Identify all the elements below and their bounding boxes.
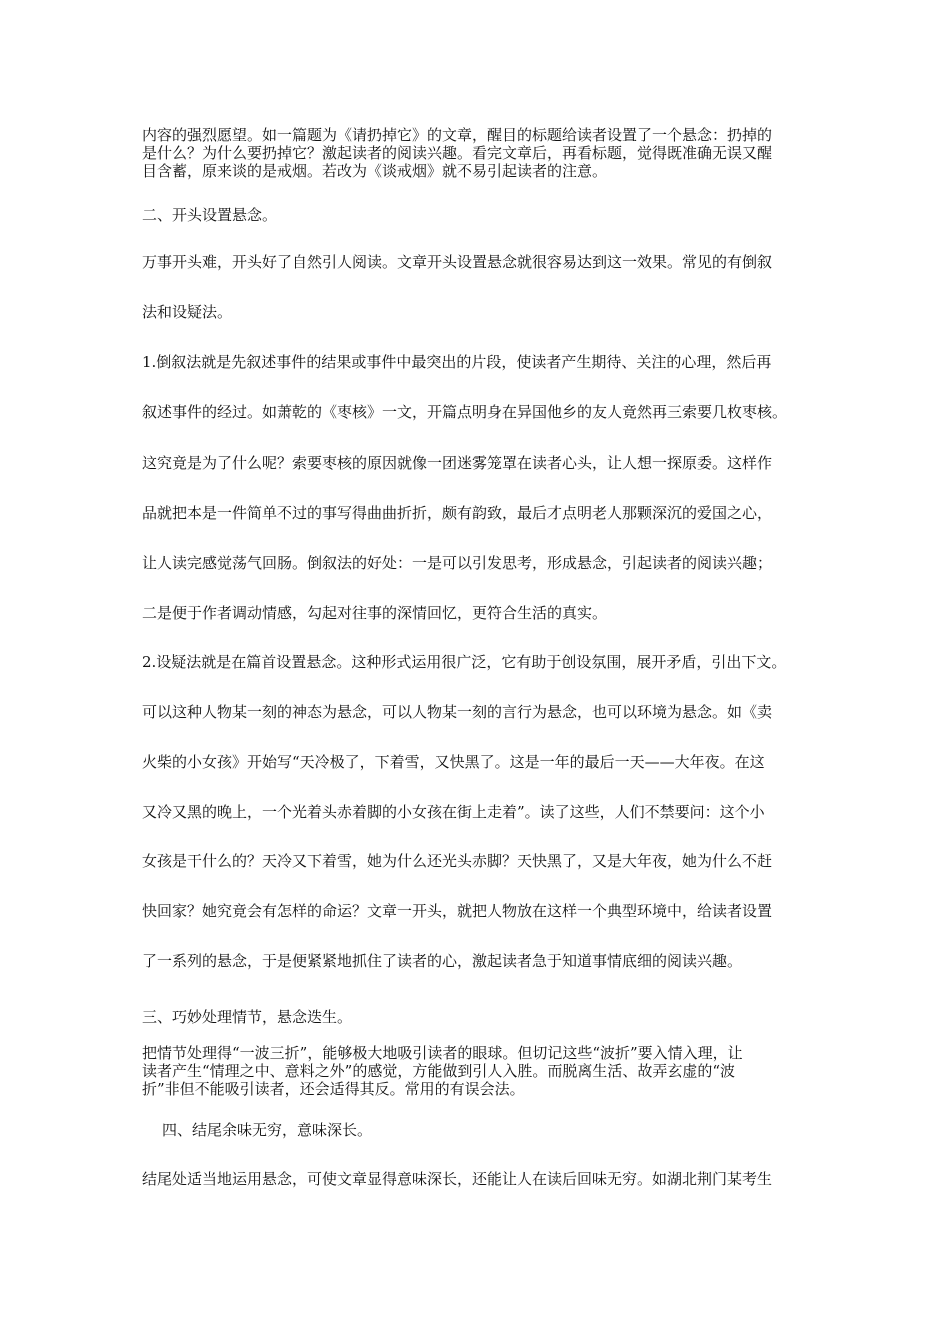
paragraph-line: 内容的强烈愿望。如一篇题为《请扔掉它》的文章，醒目的标题给读者设置了一个悬念：扔掉的 [142,126,773,144]
paragraph-line: 折”非但不能吸引读者，还会适得其反。常用的有误会法。 [142,1080,525,1098]
paragraph-line: 让人读完感觉荡气回肠。倒叙法的好处：一是可以引发思考，形成悬念，引起读者的阅读兴趣； [142,554,773,572]
paragraph-line: 2.设疑法就是在篇首设置悬念。这种形式运用很广泛，它有助于创设氛围，展开矛盾，引出下文。 [142,653,787,671]
paragraph-line: 结尾处适当地运用悬念，可使文章显得意味深长，还能让人在读后回味无穷。如湖北荆门某考生 [142,1170,773,1188]
paragraph-line: 是什么？为什么要扔掉它？激起读者的阅读兴趣。看完文章后，再看标题，觉得既准确无误又醒 [142,144,773,162]
paragraph-line: 火柴的小女孩》开始写“天冷极了，下着雪，又快黑了。这是一年的最后一天——大年夜。在这 [142,753,765,771]
section-heading: 三、巧妙处理情节，悬念迭生。 [142,1008,353,1026]
paragraph-line: 快回家？她究竟会有怎样的命运？文章一开头，就把人物放在这样一个典型环境中，给读者设置 [142,902,773,920]
paragraph-line: 二是便于作者调动情感，勾起对往事的深情回忆，更符合生活的真实。 [142,604,608,622]
paragraph-line: 了一系列的悬念，于是便紧紧地抓住了读者的心，激起读者急于知道事情底细的阅读兴趣。 [142,952,743,970]
paragraph-line: 可以这种人物某一刻的神态为悬念，可以人物某一刻的言行为悬念，也可以环境为悬念。如《卖 [142,703,773,721]
section-heading: 二、开头设置悬念。 [142,206,278,224]
paragraph-line: 又冷又黑的晚上，一个光着头赤着脚的小女孩在街上走着”。读了这些，人们不禁要问：这个小 [142,803,765,821]
paragraph-line: 万事开头难，开头好了自然引人阅读。文章开头设置悬念就很容易达到这一效果。常见的有倒叙 [142,253,773,271]
section-heading: 四、结尾余味无穷，意味深长。 [162,1121,373,1139]
paragraph-line: 读者产生“情理之中、意料之外”的感觉，方能做到引人入胜。而脱离生活、故弄玄虚的“波 [142,1062,736,1080]
paragraph-line: 把情节处理得“一波三折”，能够极大地吸引读者的眼球。但切记这些“波折”要入情入理，让 [142,1044,743,1062]
paragraph-line: 1.倒叙法就是先叙述事件的结果或事件中最突出的片段，使读者产生期待、关注的心理，然后再 [142,353,772,371]
paragraph-line: 品就把本是一件简单不过的事写得曲曲折折，颇有韵致，最后才点明老人那颗深沉的爱国之心， [142,504,773,522]
paragraph-line: 叙述事件的经过。如萧乾的《枣核》一文，开篇点明身在异国他乡的友人竟然再三索要几枚枣核。 [142,403,788,421]
paragraph-line: 法和设疑法。 [142,303,233,321]
paragraph-line: 目含蓄，原来谈的是戒烟。若改为《谈戒烟》就不易引起读者的注意。 [142,162,608,180]
paragraph-line: 女孩是干什么的？天冷又下着雪，她为什么还光头赤脚？天快黑了，又是大年夜，她为什么不赶 [142,852,773,870]
paragraph-line: 这究竟是为了什么呢？索要枣核的原因就像一团迷雾笼罩在读者心头，让人想一探原委。这样作 [142,454,773,472]
